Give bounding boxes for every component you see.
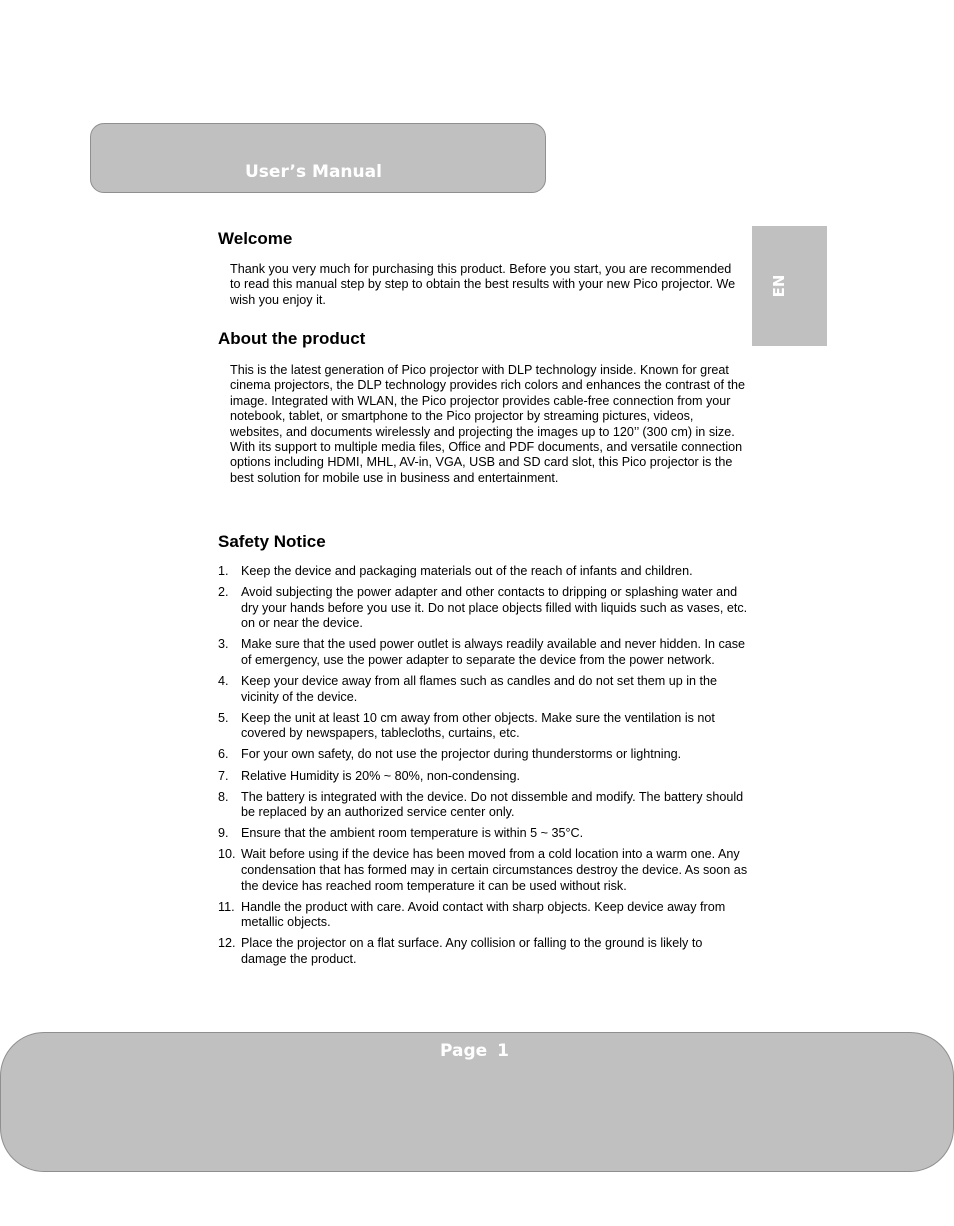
- safety-item-text: Ensure that the ambient room temperature is within 5 ~ 35°C.: [241, 826, 584, 841]
- safety-item-number: 1.: [218, 564, 229, 578]
- safety-item-text: Keep your device away from all flames such as candles and do not set them up in the vicinity of the device.: [241, 674, 718, 704]
- welcome-text: Thank you very much for purchasing this product. Before you start, you are recommended to read this manual step by step to obtain the best results with your new Pico projector. We wish you enjoy it.: [230, 262, 736, 307]
- language-tab: [752, 226, 827, 346]
- safety-item-text: Wait before using if the device has been moved from a cold location into a warm one. Any condensation that has formed may in certain circumstances destroy the device. As soon as the device has reached room temperature it can be used without risk.: [241, 847, 748, 893]
- safety-item-text: Handle the product with care. Avoid contact with sharp objects. Keep device away from metallic objects.: [241, 899, 726, 930]
- safety-item-number: 2.: [218, 585, 229, 600]
- safety-item-text: The battery is integrated with the device. Do not dissemble and modify. The battery should be replaced by an authorized service center only.: [241, 789, 744, 820]
- safety-item-number: 8.: [218, 789, 229, 804]
- safety-item: [218, 847, 748, 894]
- safety-item: [218, 564, 748, 580]
- safety-item: [218, 747, 748, 763]
- safety-item: [218, 936, 748, 967]
- safety-item-number: 12.: [218, 936, 236, 951]
- safety-heading: Safety Notice: [218, 532, 326, 551]
- safety-item: [218, 900, 748, 931]
- safety-item: [218, 790, 748, 821]
- safety-item: [218, 674, 748, 705]
- safety-item-number: 5.: [218, 710, 229, 725]
- about-heading: About the product: [218, 329, 366, 348]
- safety-item-text: Avoid subjecting the power adapter and other contacts to dripping or splashing water and dry your hands before you use it. Do not place objects filled with liquids such as vases, etc. on or near the device.: [241, 585, 748, 631]
- safety-item-text: Keep the unit at least 10 cm away from other objects. Make sure the ventilation is not covered by newspapers, tablecloths, curtains, etc.: [241, 710, 715, 741]
- safety-item-number: 4.: [218, 674, 229, 689]
- safety-item-number: 6.: [218, 747, 229, 762]
- safety-item-number: 3.: [218, 637, 229, 652]
- safety-item: [218, 711, 748, 742]
- page-number: Page 1: [440, 1041, 509, 1061]
- safety-item: [218, 826, 748, 842]
- safety-item: [218, 637, 748, 668]
- welcome-heading: Welcome: [218, 229, 293, 248]
- header-tab: [90, 123, 546, 193]
- safety-item-number: 11.: [218, 899, 235, 914]
- safety-item-text: For your own safety, do not use the projector during thunderstorms or lightning.: [241, 747, 682, 762]
- safety-list: [218, 564, 748, 973]
- safety-item-text: Place the projector on a flat surface. Any collision or falling to the ground is likely to damage the product.: [241, 936, 703, 966]
- safety-item-number: 7.: [218, 768, 229, 783]
- about-text: This is the latest generation of Pico projector with DLP technology inside. Known for great cinema projectors, the DLP technology provides rich colors and enhances the contrast of the image. Integrated with WLAN, the Pico projector provides cable-free connection from your notebook, tablet, or smartphone to the Pico projector by streaming pictures, videos, websites, and documents wirelessly and projecting the images up to 120’’ (300 cm) in size. With its support to multiple media files, Office and PDF documents, and versatile connection options including HDMI, MHL, AV-in, VGA, USB and SD card slot, this Pico projector is the best solution for mobile use in business and entertainment.: [230, 363, 746, 485]
- language-label: EN: [770, 274, 788, 298]
- safety-item-number: 10.: [218, 847, 236, 862]
- safety-item-number: 9.: [218, 826, 229, 841]
- safety-item: [218, 769, 748, 785]
- manual-title: User’s Manual: [245, 162, 382, 182]
- safety-item: [218, 585, 748, 632]
- safety-item-text: Relative Humidity is 20% ~ 80%, non-condensing.: [241, 768, 520, 783]
- safety-item-text: Keep the device and packaging materials out of the reach of infants and children.: [241, 564, 693, 578]
- safety-item-text: Make sure that the used power outlet is always readily available and never hidden. In case of emergency, use the power adapter to separate the device from the power network.: [241, 637, 746, 667]
